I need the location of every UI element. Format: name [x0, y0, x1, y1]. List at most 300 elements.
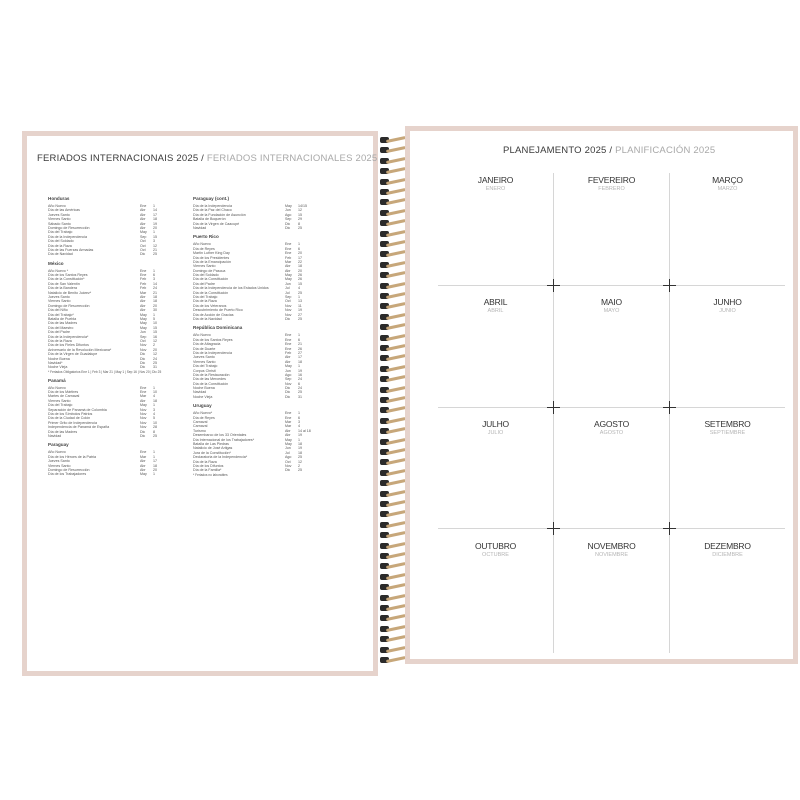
holiday-name: Día de la Independencia [193, 204, 232, 208]
holiday-name: Domingo de Resurrección [48, 467, 90, 472]
holiday-month: Abr [140, 221, 146, 226]
holiday-day: 18 [153, 299, 157, 304]
holiday-name: Año Nuevo [48, 385, 66, 390]
holiday-name: Descubrimiento de Puerto Rico [193, 308, 243, 313]
holiday-month: Ago [285, 212, 292, 217]
holiday-note: * Feriados no laborables [193, 472, 228, 477]
holiday-name: Día de los Santos Reyes [48, 273, 88, 278]
spiral-ring [378, 376, 408, 382]
holiday-month: Ene [285, 342, 292, 347]
ring-wire [386, 354, 406, 361]
holiday-name: Año Nuevo* [193, 411, 213, 416]
holiday-day: 21 [153, 290, 157, 295]
holiday-month: Nov [285, 303, 292, 308]
spiral-ring [378, 355, 408, 361]
holiday-day: 27 [298, 350, 302, 355]
holiday-month: Jun [285, 446, 291, 451]
ring-wire [386, 604, 406, 611]
holiday-month: Abr [285, 433, 291, 438]
spiral-ring [378, 439, 408, 445]
left-page-holidays [22, 131, 378, 676]
holidays-column-1 [48, 192, 193, 477]
holiday-month: Abr [140, 217, 146, 222]
ring-wire [386, 188, 406, 195]
spiral-ring [378, 491, 408, 497]
holiday-day: 17 [298, 355, 302, 360]
holiday-day: 26 [298, 277, 302, 282]
holiday-month: Nov [140, 412, 147, 417]
holiday-day: 28 [153, 425, 157, 430]
holiday-name: Día de la Independencia de los Estados Unidos [193, 286, 269, 291]
holiday-month: Mar [285, 420, 292, 425]
holiday-month: Abr [140, 459, 146, 464]
month-name-pt: ABRIL [483, 297, 508, 307]
holiday-day: 1 [153, 403, 155, 408]
spiral-ring [378, 168, 408, 174]
holiday-day: 16 [298, 372, 302, 377]
holiday-name: Día de las Fuerzas Armadas [48, 247, 94, 252]
holiday-month: May [140, 325, 147, 330]
plus-marker-icon [547, 279, 560, 292]
holiday-day: 12 [298, 459, 302, 464]
spiral-ring [378, 428, 408, 434]
holiday-name: Batalla de Puebla [48, 316, 77, 321]
holiday-day: 12 [153, 338, 157, 343]
ring-wire [386, 646, 406, 653]
holiday-month: May [285, 441, 292, 446]
spiral-ring [378, 397, 408, 403]
spiral-ring [378, 605, 408, 611]
holiday-month: Abr [285, 268, 291, 273]
ring-wire [386, 458, 406, 465]
ring-wire [386, 500, 406, 507]
holiday-name: Viernes Santo [48, 463, 71, 468]
holiday-day: 3 [298, 420, 300, 425]
holiday-name: Día de la Familia* [193, 468, 222, 473]
plus-marker-icon [547, 522, 560, 535]
holiday-name: Domingo de Pascua [193, 268, 226, 273]
holiday-name: Viernes Santo [193, 264, 216, 269]
holiday-name: Declaratoria de la Independencia* [193, 455, 248, 460]
holiday-day: 2 [298, 463, 300, 468]
spiral-ring [378, 553, 408, 559]
country-heading: México [48, 260, 64, 266]
holiday-name: Día del Maestro [48, 325, 74, 330]
holiday-row [193, 226, 338, 230]
country-heading: Paraguay (cont.) [193, 196, 229, 201]
holiday-month: Abr [285, 428, 291, 433]
holiday-month: Ene [285, 346, 292, 351]
spiral-ring [378, 314, 408, 320]
holiday-day: 30 [153, 308, 157, 313]
holiday-day: 25 [153, 433, 157, 438]
plus-marker-icon [547, 401, 560, 414]
holiday-month: Ene [285, 242, 292, 247]
holiday-name: Día de los Santos Reyes [193, 337, 233, 342]
country-heading: Uruguay [193, 403, 212, 409]
month-cell [670, 419, 785, 436]
holiday-name: Independencia de Panamá de España [48, 425, 110, 430]
holiday-day: 1 [153, 312, 155, 317]
month-name-es: AGOSTO [599, 430, 624, 436]
holiday-month: Dic [140, 252, 146, 257]
holiday-name: Navidad [193, 225, 207, 230]
month-name-pt: JULHO [482, 419, 509, 429]
holiday-day: 20 [298, 251, 302, 256]
holiday-name: Viernes Santo [193, 359, 216, 364]
ring-wire [386, 334, 406, 341]
spiral-ring [378, 179, 408, 185]
country-heading: Honduras [48, 196, 70, 201]
holiday-month: Oct [140, 338, 146, 343]
holiday-name: Primer Grito de Independencia [48, 420, 97, 425]
holiday-name: Batalla de Las Piedras [193, 441, 229, 446]
holiday-day: 3 [153, 277, 155, 282]
holiday-month: Ene [140, 450, 147, 455]
holiday-month: Ene [285, 246, 292, 251]
holiday-month: Jun [285, 368, 291, 373]
holiday-month: Oct [140, 243, 146, 248]
holiday-month: Nov [285, 312, 292, 317]
month-cell [554, 419, 669, 436]
holiday-day: 16 [153, 334, 157, 339]
grid-divider [438, 528, 785, 529]
spiral-ring [378, 657, 408, 663]
holiday-day: 3 [153, 239, 155, 244]
holiday-day: 21 [298, 342, 302, 347]
holiday-name: Natalicio de Benito Juárez* [48, 290, 92, 295]
holiday-name: Día de las Américas [48, 208, 80, 213]
holidays-column-2 [193, 192, 338, 477]
holiday-month: Ene [285, 333, 292, 338]
holiday-day: 19 [298, 433, 302, 438]
ring-wire [386, 552, 406, 559]
month-cell [670, 175, 785, 192]
holiday-day: 24 [298, 377, 302, 382]
ring-wire [386, 240, 406, 247]
holiday-name: Jueves Santo [193, 355, 215, 360]
holiday-month: Nov [140, 416, 147, 421]
holiday-name: Día de los Mártires [48, 390, 79, 395]
title-es: PLANIFICACIÓN 2025 [615, 145, 716, 156]
spiral-ring [378, 262, 408, 268]
holiday-name: Día del Trabajo [48, 403, 73, 408]
holiday-day: 8 [153, 429, 155, 434]
holiday-month: May [140, 312, 147, 317]
spiral-ring [378, 480, 408, 486]
holiday-day: 1 [298, 333, 300, 338]
holiday-month: Sep [285, 377, 292, 382]
ring-wire [386, 178, 406, 185]
month-name-es: FEBRERO [598, 186, 625, 192]
holiday-month: Dic [140, 356, 146, 361]
holiday-month: Dic [285, 316, 291, 321]
holiday-month: Abr [140, 208, 146, 213]
grid-divider [438, 407, 785, 408]
holiday-month: May [285, 277, 292, 282]
ring-wire [386, 261, 406, 268]
holiday-name: Día de la Independencia [48, 234, 87, 239]
title-pt: FERIADOS INTERNACIONAIS 2025 [37, 153, 199, 164]
holiday-row [48, 472, 193, 476]
spiral-ring [378, 543, 408, 549]
holiday-day: 1 [298, 411, 300, 416]
holiday-name: Día de la Constitución [193, 277, 229, 282]
holiday-name: Martes de Carnaval [48, 394, 80, 399]
spiral-ring [378, 199, 408, 205]
ring-wire [386, 625, 406, 632]
holiday-month: Abr [285, 355, 291, 360]
holiday-day: 18 [298, 359, 302, 364]
holiday-month: Nov [140, 420, 147, 425]
holiday-name: Día de Reyes [193, 415, 215, 420]
holiday-name: Natalicio de José Artigas [193, 446, 233, 451]
holiday-month: Mar [140, 394, 147, 399]
holiday-name: Día de la Constitución [193, 290, 229, 295]
holiday-month: Sep [285, 295, 292, 300]
holiday-day: 20 [153, 467, 157, 472]
holiday-day: 18 [153, 463, 157, 468]
ring-wire [386, 219, 406, 226]
title-es: FERIADOS INTERNACIONALES 2025 [206, 153, 378, 164]
ring-wire [386, 282, 406, 289]
month-name-pt: JANEIRO [477, 175, 514, 185]
holiday-name: Día de los Presidentes [193, 255, 230, 260]
holiday-name: Día de la Bandera [48, 286, 77, 291]
holiday-name: Día de los Trabajadores [48, 472, 87, 477]
holiday-name: Día de Navidad [48, 252, 73, 257]
holiday-day: 15 [298, 281, 302, 286]
title-separator: / [198, 153, 207, 164]
month-name-es: MAYO [603, 308, 620, 314]
holiday-name: Día de San Valentín [48, 281, 80, 286]
holidays-title [37, 153, 377, 164]
holiday-month: May [285, 437, 292, 442]
holiday-month: Dic [285, 390, 291, 395]
ring-wire [386, 406, 406, 413]
spiral-ring [378, 210, 408, 216]
holiday-day: 6 [298, 337, 300, 342]
holiday-month: Ene [140, 204, 147, 208]
holiday-month: Oct [285, 299, 291, 304]
holiday-day: 4 [298, 424, 300, 429]
holiday-name: Día de los Fieles Difuntos [48, 343, 89, 348]
ring-wire [386, 146, 406, 153]
holiday-day: 3 [153, 407, 155, 412]
holiday-name: Día de la Constitución [193, 381, 229, 386]
holiday-month: Ene [140, 390, 147, 395]
ring-wire [386, 230, 406, 237]
holiday-month: May [285, 364, 292, 369]
holiday-day: 20 [153, 347, 157, 352]
ring-wire [386, 292, 406, 299]
holiday-month: Abr [140, 398, 146, 403]
holiday-row [193, 395, 338, 399]
ring-wire [386, 167, 406, 174]
holiday-month: Ene [285, 415, 292, 420]
spiral-ring [378, 366, 408, 372]
spiral-ring [378, 251, 408, 257]
holiday-day: 31 [298, 394, 302, 399]
spiral-ring [378, 647, 408, 653]
holiday-name: Día de la Independencia [193, 350, 232, 355]
holiday-name: Día de la Virgen de Guadalupe [48, 352, 98, 357]
spiral-ring [378, 501, 408, 507]
country-heading: Puerto Rico [193, 234, 219, 240]
holiday-day: 19 [298, 368, 302, 373]
spiral-ring [378, 522, 408, 528]
holiday-month: Dic [285, 394, 291, 399]
holiday-month: Nov [140, 425, 147, 430]
holiday-day: 20 [298, 268, 302, 273]
ring-wire [386, 438, 406, 445]
holiday-name: Día de la Raza [193, 459, 217, 464]
holiday-day: 12 [153, 352, 157, 357]
holiday-day: 6 [298, 246, 300, 251]
month-name-pt: MAIO [601, 297, 622, 307]
holiday-day: 22 [298, 259, 302, 264]
holiday-month: Dic [285, 221, 291, 226]
ring-wire [386, 656, 406, 663]
month-name-es: NOVIEMBRE [594, 552, 628, 558]
holiday-day: 2 [153, 343, 155, 348]
month-cell [554, 175, 669, 192]
holiday-month: May [140, 321, 147, 326]
holiday-name: Desembarco de los 33 Orientales [193, 433, 247, 438]
holiday-month: Dic [140, 360, 146, 365]
month-name-pt: SETEMBRO [704, 419, 751, 429]
plus-marker-icon [663, 522, 676, 535]
spiral-ring [378, 220, 408, 226]
ring-wire [386, 469, 406, 476]
holiday-name: Martin Luther King Day [193, 251, 230, 256]
holiday-month: Abr [140, 212, 146, 217]
ring-wire [386, 386, 406, 393]
month-name-pt: FEVEREIRO [587, 175, 636, 185]
holiday-row [48, 434, 193, 438]
holiday-month: Sep [140, 334, 147, 339]
month-name-es: JUNIO [719, 308, 736, 314]
month-name-pt: MARÇO [712, 175, 743, 185]
holiday-name: Día del Trabajo [193, 364, 218, 369]
holiday-day: 25 [153, 252, 157, 257]
spiral-ring [378, 335, 408, 341]
holiday-month: Oct [140, 239, 146, 244]
holiday-day: 6 [298, 415, 300, 420]
grid-divider [438, 285, 785, 286]
holiday-month: Abr [140, 303, 146, 308]
month-grid [438, 173, 785, 653]
holiday-month: Jun [285, 281, 291, 286]
holiday-name: Carnaval [193, 424, 208, 429]
holiday-name: Día de la Emancipación [193, 259, 231, 264]
holiday-day: 20 [153, 225, 157, 230]
holiday-name: Viernes Santo [48, 299, 71, 304]
holiday-month: Mar [285, 424, 292, 429]
holiday-day: 18 [153, 398, 157, 403]
holiday-name: Batalla de Boquerón [193, 217, 226, 222]
holiday-month: Feb [140, 286, 147, 291]
holiday-month: Sep [140, 234, 147, 239]
holiday-day: 1 [298, 295, 300, 300]
holiday-day: 25 [298, 316, 302, 321]
holiday-month: Feb [285, 255, 292, 260]
month-name-es: OCTUBRE [482, 552, 509, 558]
holiday-day: 26 [298, 273, 302, 278]
month-name-es: MARZO [717, 186, 738, 192]
holiday-name: Día del Soldado [193, 273, 219, 278]
spiral-ring [378, 459, 408, 465]
spiral-ring [378, 303, 408, 309]
plus-marker-icon [663, 279, 676, 292]
holiday-name: Jueves Santo [48, 295, 70, 300]
holiday-day: 1 [153, 472, 155, 477]
holiday-month: Dic [140, 365, 146, 370]
holiday-day: 4 [153, 394, 155, 399]
holiday-day: 11 [298, 303, 302, 308]
holiday-name: Año Nuevo [193, 333, 211, 338]
holiday-month: Dic [140, 433, 146, 438]
ring-wire [386, 136, 406, 143]
holiday-name: Sábado Santo [48, 221, 71, 226]
holiday-name: Noche Buena [48, 356, 70, 361]
ring-wire [386, 479, 406, 486]
holiday-day: 31 [153, 365, 157, 370]
ring-wire [386, 542, 406, 549]
holiday-day: 17 [153, 459, 157, 464]
holiday-name: Día de las Mercedes [193, 377, 226, 382]
spiral-ring [378, 137, 408, 143]
month-name-es: SEPTIEMBRE [709, 430, 746, 436]
holiday-name: Día del Padre [193, 281, 215, 286]
spiral-ring [378, 636, 408, 642]
holiday-name: Viernes Santo [48, 398, 71, 403]
holiday-month: Ene [285, 251, 292, 256]
holiday-name: Jura de la Constitución* [193, 450, 231, 455]
holiday-day: 19 [298, 308, 302, 313]
holiday-day: 4 [153, 412, 155, 417]
spiral-ring [378, 532, 408, 538]
holiday-name: Año Nuevo * [48, 268, 69, 273]
holiday-month: Nov [140, 407, 147, 412]
ring-wire [386, 448, 406, 455]
spiral-ring [378, 595, 408, 601]
ring-wire [386, 531, 406, 538]
month-name-pt: DEZEMBRO [704, 541, 751, 551]
plus-marker-icon [663, 401, 676, 414]
holiday-row [193, 317, 338, 321]
holiday-name: Día del Niño [48, 308, 68, 313]
spiral-ring [378, 158, 408, 164]
ring-wire [386, 562, 406, 569]
holiday-name: Noche Buena [193, 386, 215, 391]
ring-wire [386, 594, 406, 601]
holiday-month: Abr [140, 308, 146, 313]
holiday-name: Día de las Madres [48, 321, 78, 326]
holiday-day: 14 al 18 [298, 428, 311, 433]
holiday-name: Carnaval [193, 420, 208, 425]
ring-wire [386, 521, 406, 528]
holiday-day: 25 [298, 455, 302, 460]
country-heading: República Dominicana [193, 325, 243, 331]
holiday-day: 4 [298, 286, 300, 291]
spiral-ring [378, 189, 408, 195]
ring-wire [386, 583, 406, 590]
holiday-day: 1 [153, 230, 155, 235]
month-cell [438, 175, 553, 192]
holiday-name: Día de los Símbolos Patrios [48, 412, 93, 417]
holiday-name: Año Nuevo [193, 242, 211, 247]
